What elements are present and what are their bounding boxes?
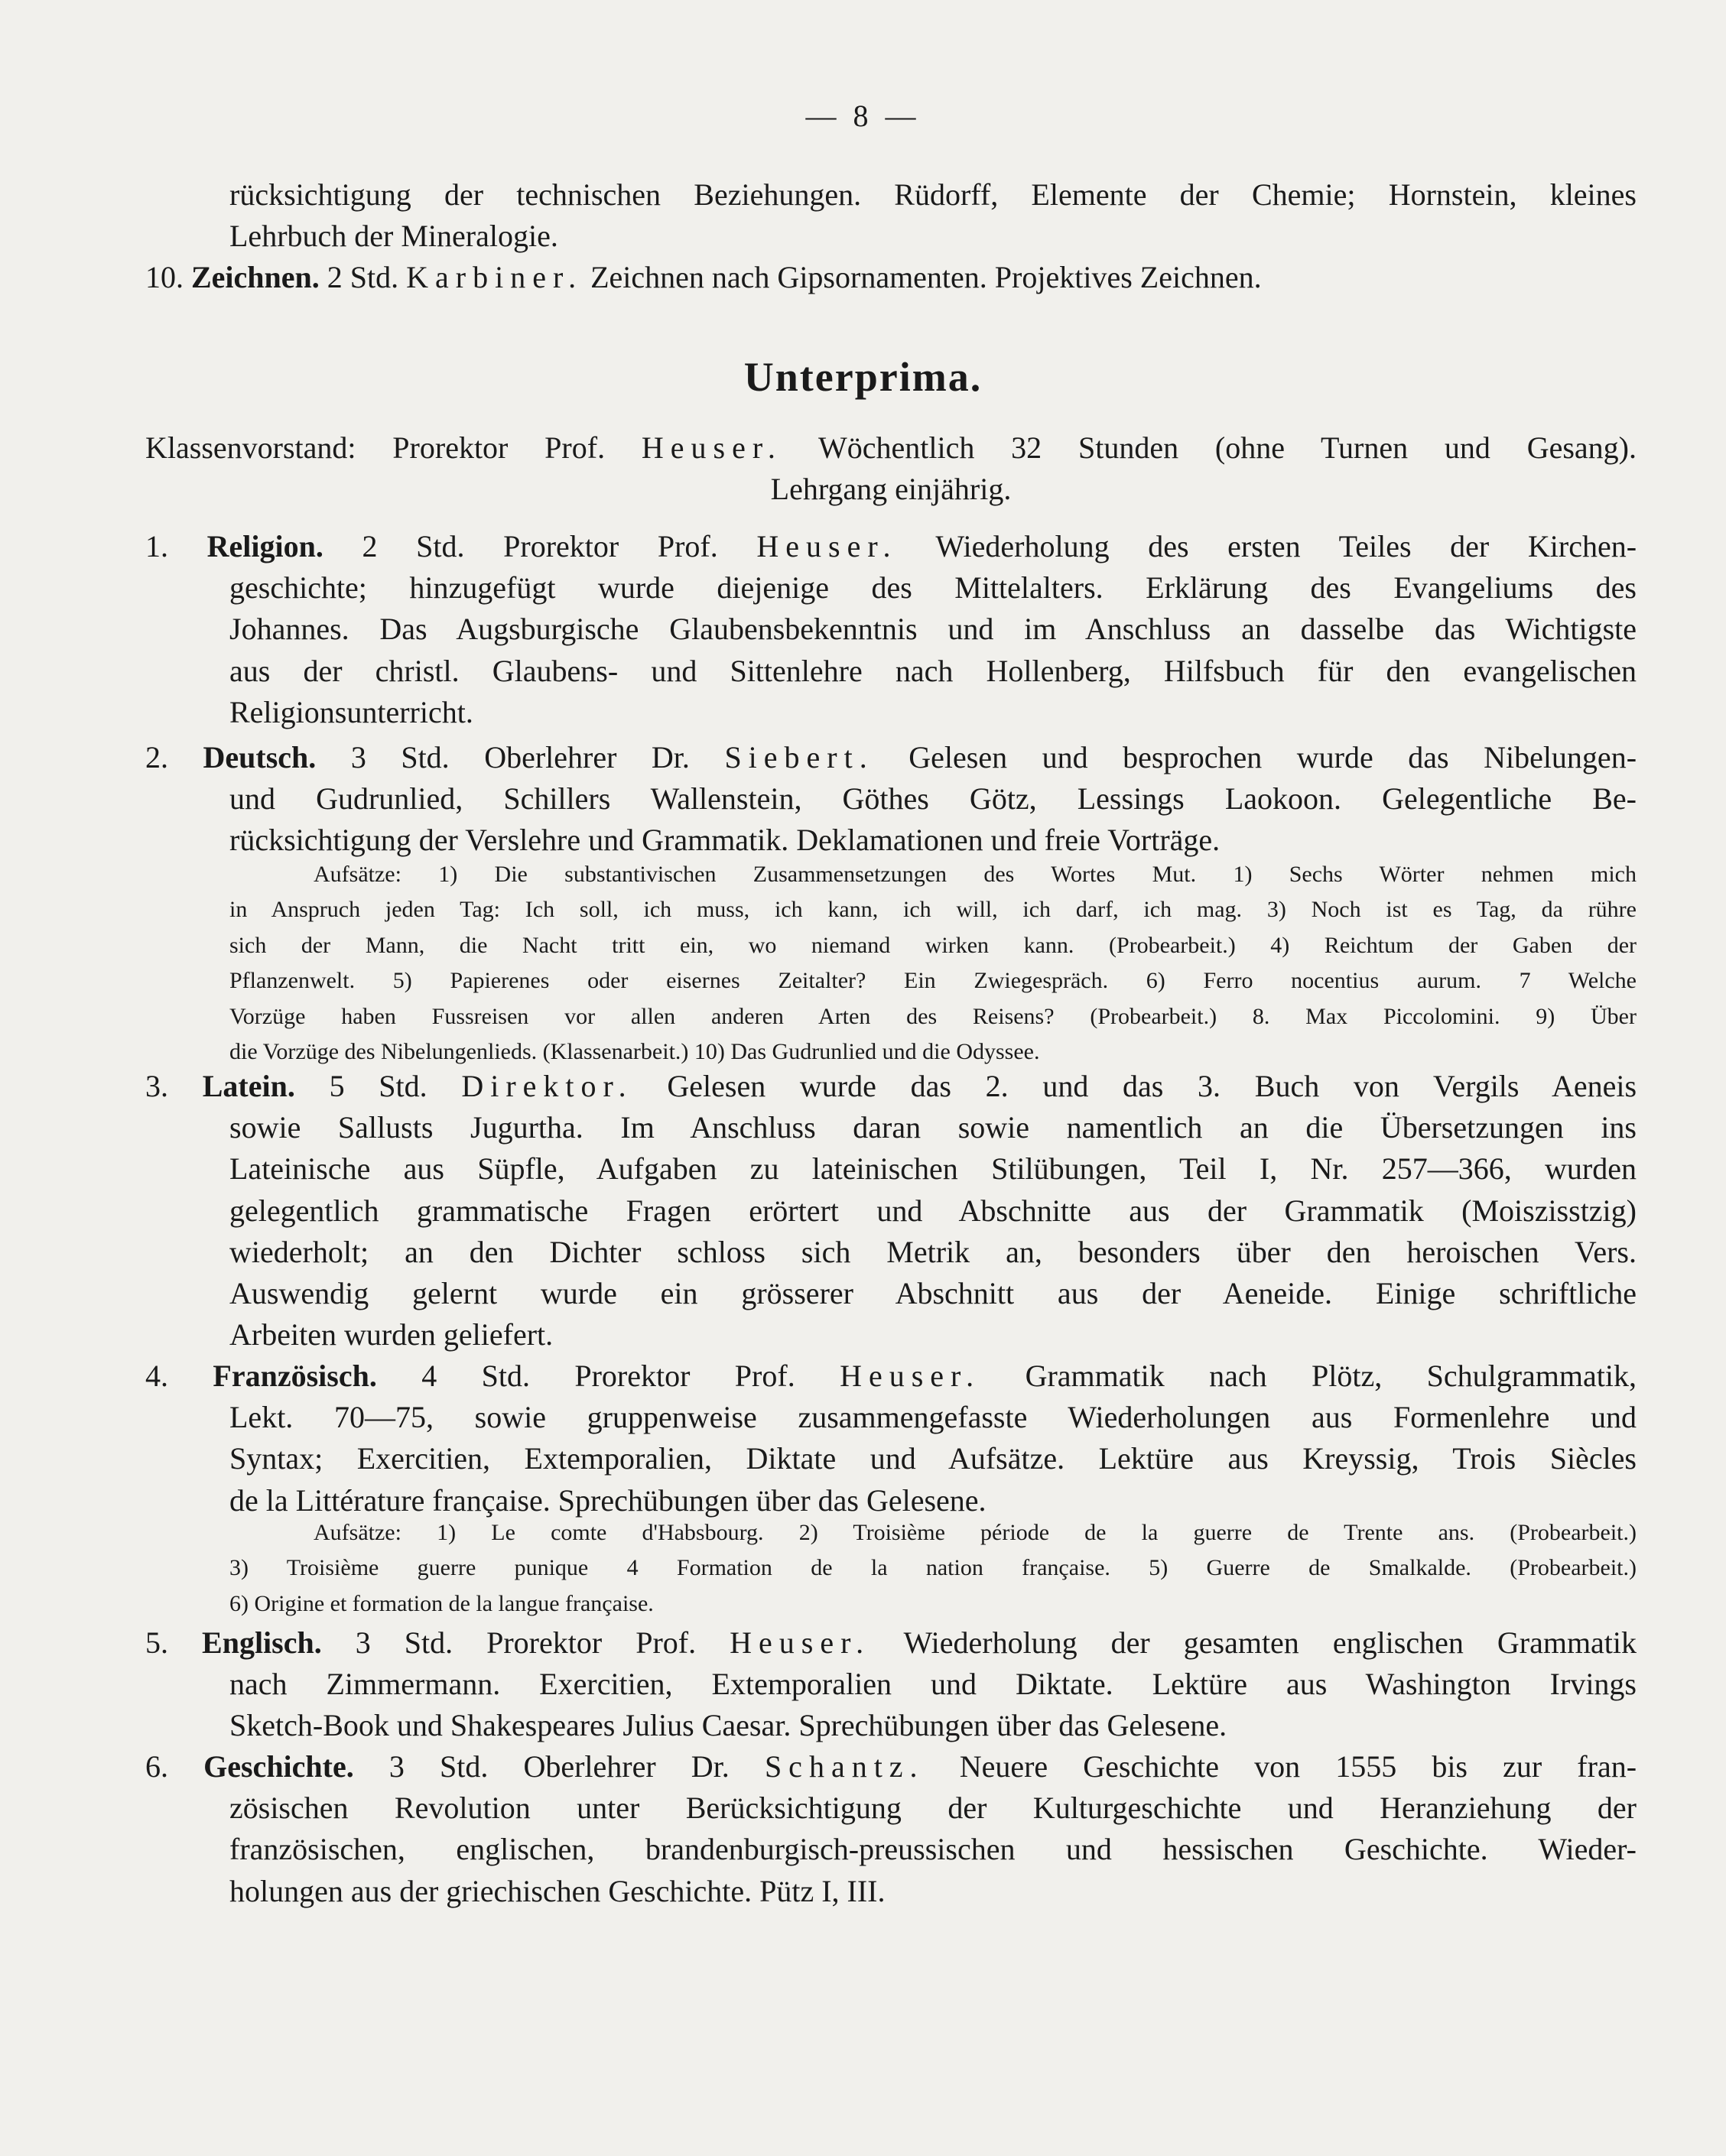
text-span: Gelesen wurde das 2. und das 3. Buch von Vergils Aeneis (667, 1069, 1637, 1103)
text-span: Wöchentlich 32 Stunden (ohne Turnen und Gesang). (818, 430, 1637, 465)
section-number: 3. (145, 1069, 168, 1103)
section-title: Zeichnen. (191, 260, 320, 295)
text-line: aus der christl. Glaubens- und Sittenlehre nach Hollenberg, Hilfsbuch für den evangelischen (229, 653, 1637, 688)
text-line: Aufsätze: 1) Le comte d'Habsbourg. 2) Troisième période de la guerre de Trente ans. (Probearbeit.) (314, 1520, 1637, 1545)
text-span: 5 Std. (329, 1069, 427, 1103)
text-line: gelegentlich grammatische Fragen erörtert und Abschnitte aus der Grammatik (Moiszisstzig) (229, 1193, 1637, 1228)
text-line: die Vorzüge des Nibelungenlieds. (Klassenarbeit.) 10) Das Gudrunlied und die Odyssee. (229, 1038, 1040, 1064)
text-line: 3) Troisième guerre punique 4 Formation de la nation française. 5) Guerre de Smalkalde. (Probearbeit.) (229, 1555, 1637, 1581)
section-title: Deutsch. (203, 740, 317, 774)
franzoesisch-essays (145, 1515, 1637, 1622)
text-line: Auswendig gelernt wurde ein grösserer Abschnitt aus der Aeneide. Einige schriftliche (229, 1275, 1637, 1310)
text-line: rücksichtigung der technischen Beziehungen. Rüdorff, Elemente der Chemie; Hornstein, kleines (229, 177, 1637, 212)
section-title: Geschichte. (203, 1749, 354, 1784)
section-number: 5. (145, 1625, 168, 1660)
text-line: Religionsunterricht. (229, 694, 473, 729)
text-span: 4 Std. Prorektor Prof. (421, 1359, 795, 1393)
section-title: Englisch. (202, 1625, 322, 1660)
text-line: Lekt. 70—75, sowie gruppenweise zusammengefasste Wiederholungen aus Formenlehre und (229, 1400, 1637, 1435)
text-line: geschichte; hinzugefügt wurde diejenige des Mittelalters. Erklärung des Evangeliums des (229, 570, 1637, 606)
section-englisch (145, 1622, 1637, 1747)
deutsch-essays (145, 857, 1637, 1070)
section-deutsch (145, 737, 1637, 862)
text-line: Syntax; Exercitien, Extemporalien, Diktate und Aufsätze. Lektüre aus Kreyssig, Trois Siècles (229, 1441, 1637, 1476)
text-span: Grammatik nach Plötz, Schulgrammatik, (1025, 1359, 1637, 1393)
text-line: nach Zimmermann. Exercitien, Extemporalien und Diktate. Lektüre aus Washington Irvings (229, 1667, 1637, 1702)
text-line: rücksichtigung der Verslehre und Grammatik. Deklamationen und freie Vorträge. (229, 823, 1221, 858)
section-title: Latein. (202, 1069, 295, 1103)
teacher-name: Heuser. (840, 1359, 981, 1393)
teacher-name: Direktor. (461, 1069, 633, 1103)
text-line: 6) Origine et formation de la langue française. (229, 1590, 654, 1616)
text-line: Pflanzenwelt. 5) Papierenes oder eisernes Zeitalter? Ein Zwiegespräch. 6) Ferro nocentius aurum. 7 Welche (229, 968, 1637, 994)
text-span: 3 Std. Oberlehrer Dr. (350, 740, 690, 774)
text-line: Lehrbuch der Mineralogie. (229, 219, 558, 254)
text-span: Klassenvorstand: Prorektor Prof. (145, 430, 606, 465)
class-info (145, 427, 1637, 510)
text-line: in Anspruch jeden Tag: Ich soll, ich muss, ich kann, ich will, ich darf, ich mag. 3) Noch ist es Tag, da rühre (229, 897, 1637, 923)
teacher-name: Schantz. (764, 1749, 925, 1784)
text-line: Arbeiten wurden geliefert. (229, 1317, 554, 1352)
text-line: zösischen Revolution unter Berücksichtigung der Kulturgeschichte und Heranziehung der (229, 1791, 1637, 1826)
text-line: de la Littérature française. Sprechübungen über das Gelesene. (229, 1482, 987, 1518)
section-number: 10. (145, 260, 184, 295)
text-line: französischen, englischen, brandenburgisch-preussischen und hessischen Geschichte. Wieder- (229, 1832, 1637, 1867)
teacher-name: Siebert. (724, 740, 874, 774)
text-line: sowie Sallusts Jugurtha. Im Anschluss daran sowie namentlich an die Übersetzungen ins (229, 1110, 1637, 1145)
section-text: Zeichnen nach Gipsornamenten. Projektives Zeichnen. (590, 260, 1262, 295)
section-number: 6. (145, 1749, 168, 1784)
text-line: wiederholt; an den Dichter schloss sich Metrik an, besonders über den heroischen Vers. (229, 1234, 1637, 1269)
section-title: Religion. (206, 529, 323, 563)
text-span: Wiederholung des ersten Teiles der Kirchen- (935, 529, 1637, 563)
text-span: Neuere Geschichte von 1555 bis zur fran- (959, 1749, 1637, 1784)
teacher-name: Heuser. (756, 529, 898, 563)
section-geschichte (145, 1746, 1637, 1912)
section-zeichnen (145, 257, 1637, 298)
section-latein (145, 1066, 1637, 1356)
text-span: 2 Std. Prorektor Prof. (362, 529, 718, 563)
teacher-name: Heuser. (641, 430, 782, 465)
text-span: 3 Std. Oberlehrer Dr. (388, 1749, 730, 1784)
text-line: Lehrgang einjährig. (770, 472, 1012, 507)
continuation-section (145, 174, 1637, 299)
text-line: und Gudrunlied, Schillers Wallenstein, Göthes Götz, Lessings Laokoon. Gelegentliche Be- (229, 781, 1637, 817)
page-number: — 8 — (805, 99, 921, 133)
text-line: sich der Mann, die Nacht tritt ein, wo niemand wirken kann. (Probearbeit.) 4) Reichtum der Gaben der (229, 932, 1637, 958)
section-religion (145, 526, 1637, 733)
text-line (145, 427, 1637, 469)
text-line (145, 526, 1637, 567)
text-span: Wiederholung der gesamten englischen Grammatik (903, 1625, 1637, 1660)
class-heading: Unterprima. (743, 354, 983, 400)
text-line: Sketch-Book und Shakespeares Julius Caesar. Sprechübungen über das Gelesene. (229, 1708, 1227, 1743)
text-line (145, 1622, 1637, 1664)
section-number: 4. (145, 1359, 168, 1393)
text-span: 3 Std. Prorektor Prof. (355, 1625, 697, 1660)
text-line: holungen aus der griechischen Geschichte. Pütz I, III. (229, 1873, 886, 1908)
text-line (145, 737, 1637, 778)
text-line: Aufsätze: 1) Die substantivischen Zusammensetzungen des Wortes Mut. 1) Sechs Wörter nehmen mich (314, 862, 1637, 887)
hours: 2 Std. (327, 260, 399, 295)
text-line (145, 1066, 1637, 1107)
text-line: Vorzüge haben Fussreisen vor allen anderen Arten des Reisens? (Probearbeit.) 8. Max Piccolomini. 9) Über (229, 1003, 1637, 1029)
text-line: Lateinische aus Süpfle, Aufgaben zu lateinischen Stilübungen, Teil I, Nr. 257—366, wurden (229, 1151, 1637, 1187)
teacher-name: Karbiner. (406, 260, 583, 295)
section-number: 1. (145, 529, 168, 563)
section-franzoesisch (145, 1356, 1637, 1521)
text-line: Johannes. Das Augsburgische Glaubensbekenntnis und im Anschluss an dasselbe das Wichtigste (229, 612, 1637, 647)
text-span: Gelesen und besprochen wurde das Nibelungen- (909, 740, 1637, 774)
text-line (145, 1746, 1637, 1787)
teacher-name: Heuser. (730, 1625, 871, 1660)
section-title: Französisch. (213, 1359, 377, 1393)
text-line (145, 1356, 1637, 1397)
section-number: 2. (145, 740, 168, 774)
